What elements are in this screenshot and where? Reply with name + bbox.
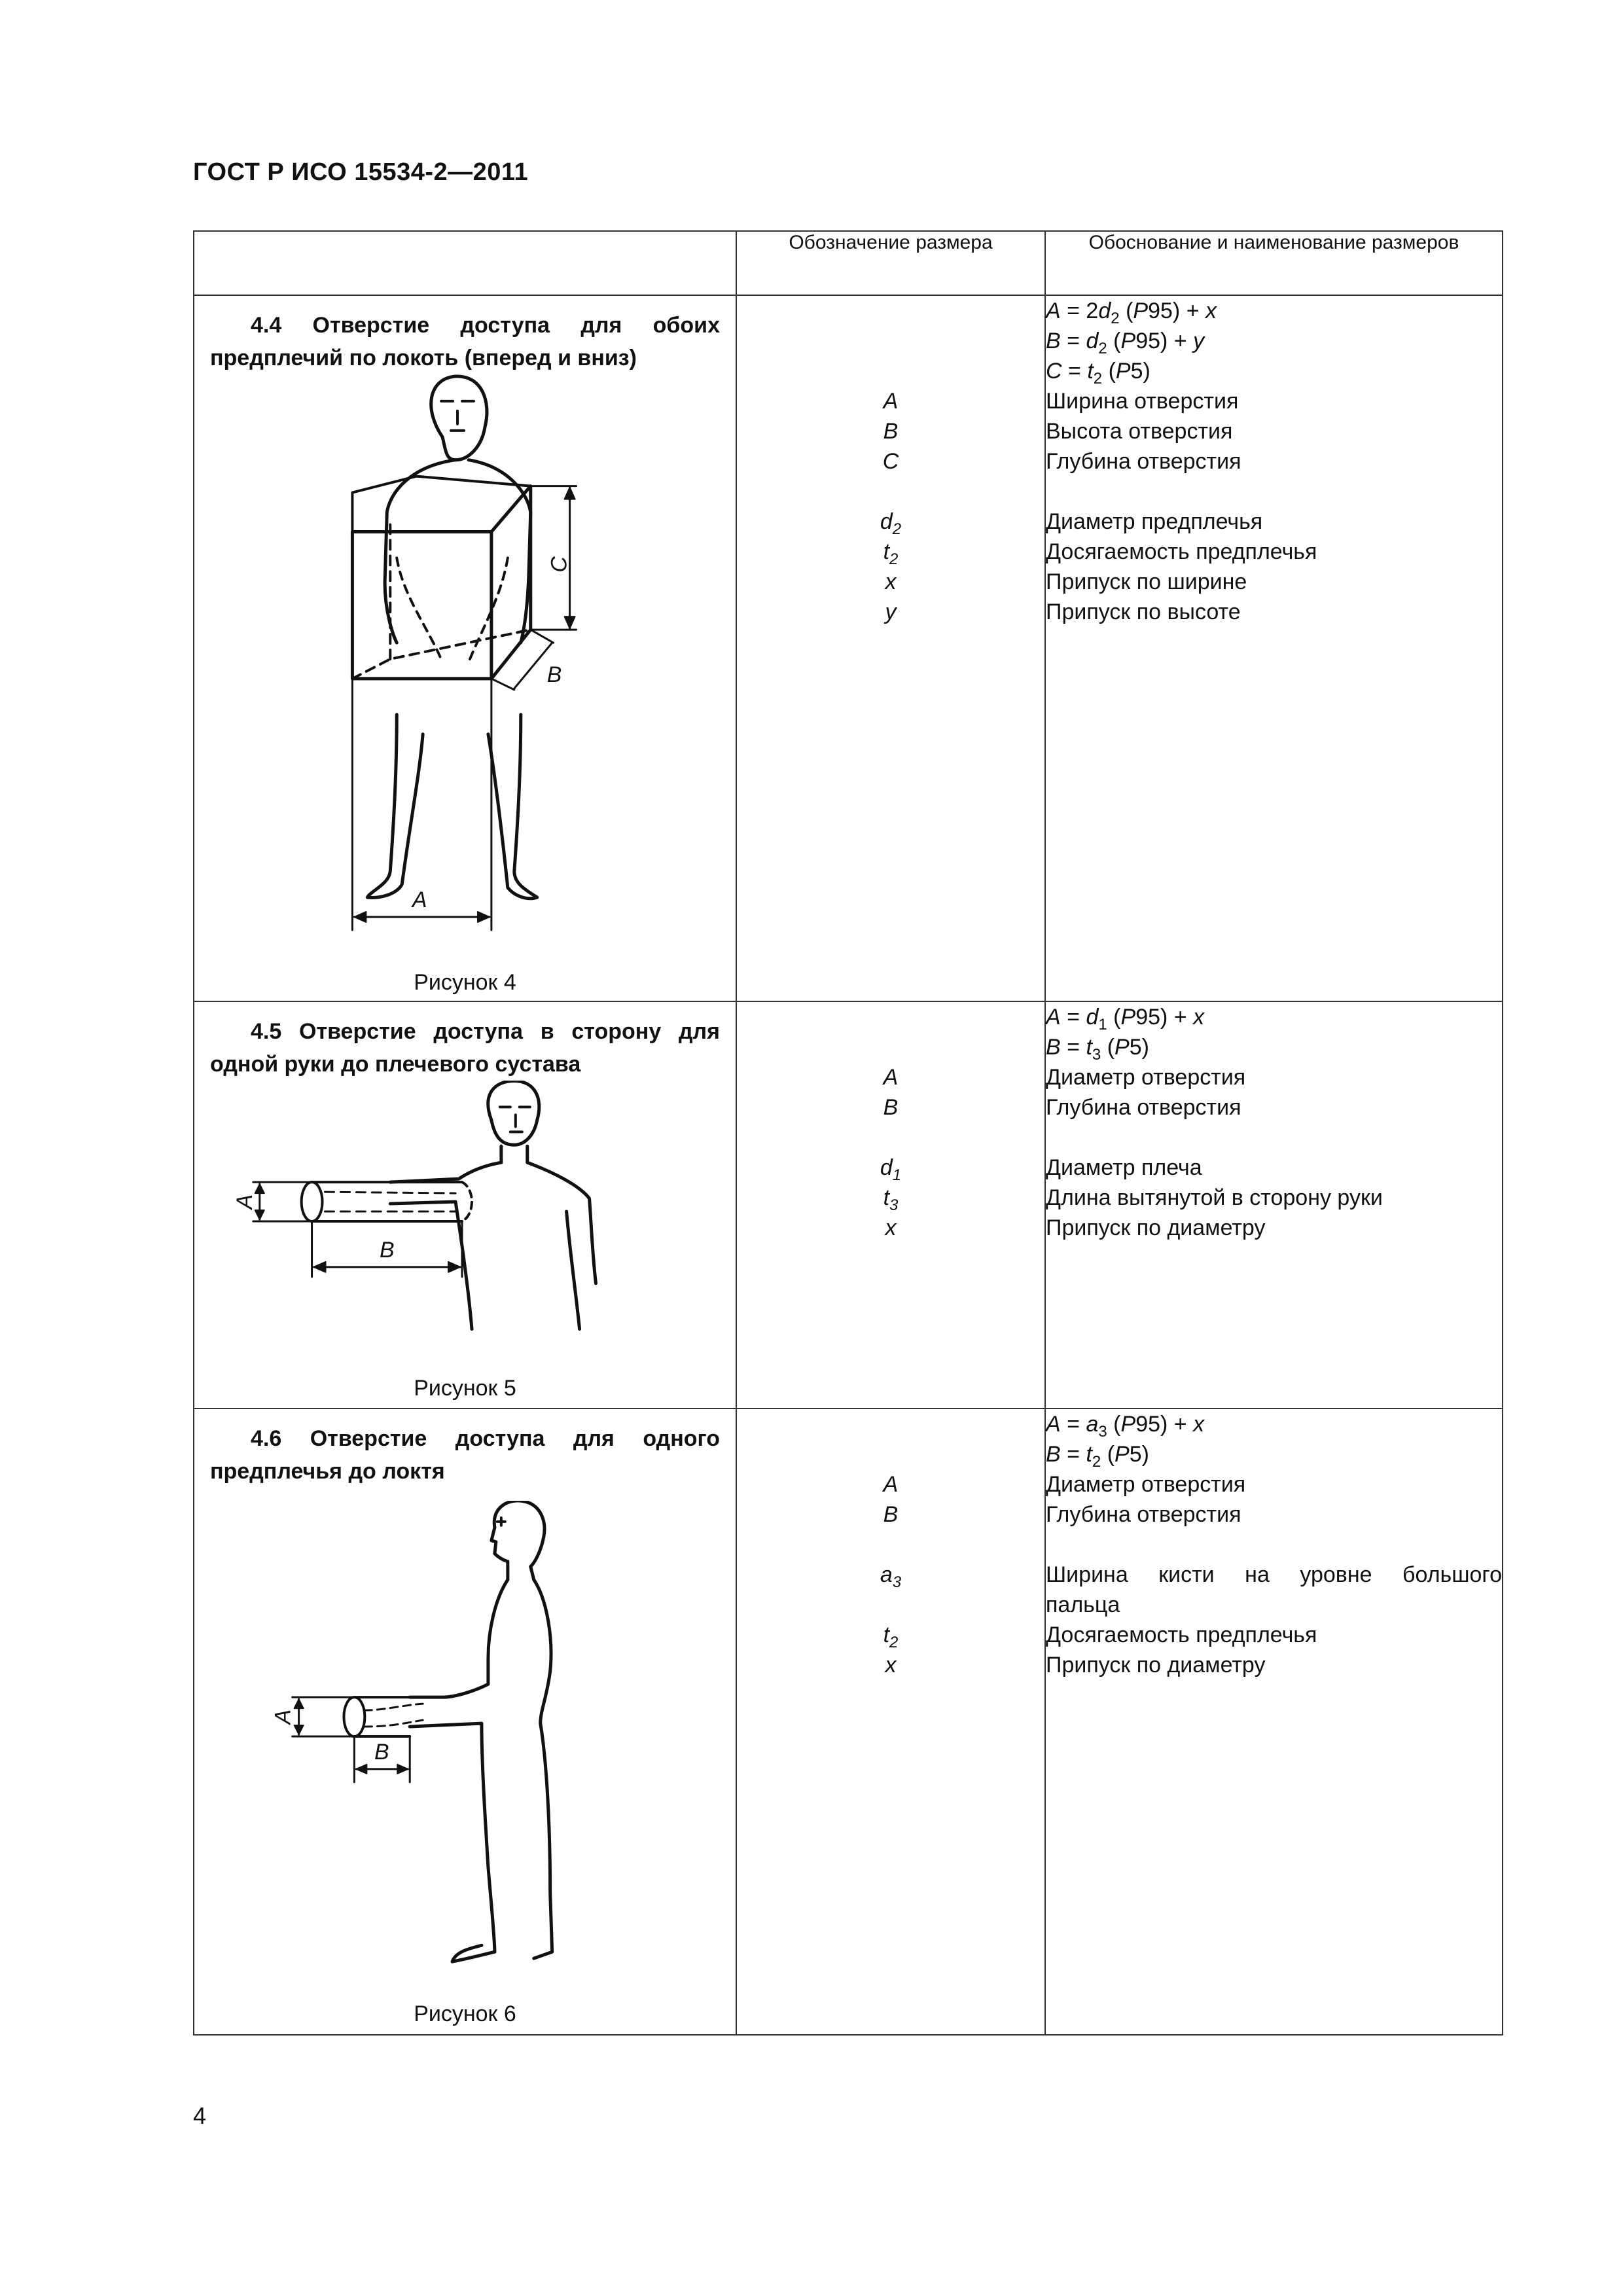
- figure-5-side-arm-illustration: [194, 1081, 736, 1362]
- symbol: A: [883, 1472, 899, 1497]
- symbol: $t_2$: [883, 539, 899, 568]
- symbol: $t_2$: [883, 1623, 899, 1651]
- table-row: [194, 295, 1503, 1001]
- column-header-symbol: Обозначение размера: [736, 231, 1045, 295]
- description: Длина вытянутой в сторону руки: [1046, 1185, 1383, 1210]
- section-title: 4.6 Отверстие доступа для одного предплечья до локтя: [210, 1426, 721, 1484]
- figure-cell: [194, 1408, 736, 2035]
- dimension-label-a: A: [270, 1709, 296, 1725]
- description: Припуск по диаметру: [1046, 1653, 1266, 1677]
- description: Глубина отверстия: [1046, 449, 1241, 474]
- description: Припуск по высоте: [1046, 600, 1241, 624]
- dimension-label-b: B: [374, 1739, 389, 1765]
- formula: $C = t_2$ (P5): [1046, 359, 1150, 387]
- description: пальца: [1046, 1592, 1120, 1617]
- symbol: $t_3$: [883, 1185, 899, 1214]
- dimensions-table: [193, 230, 1503, 2036]
- section-title: 4.5 Отверстие доступа в сторону для одной руки до плечевого сустава: [210, 1019, 720, 1077]
- description-cell: [1045, 1001, 1503, 1408]
- formula: $A = a_3$ (P95) + x: [1046, 1412, 1205, 1441]
- description: Глубина отверстия: [1046, 1502, 1241, 1527]
- description: Высота отверстия: [1046, 419, 1233, 444]
- symbol: x: [885, 569, 897, 594]
- dimension-label-a: A: [412, 888, 427, 913]
- dimension-label-c: C: [546, 556, 572, 573]
- table-row: [194, 1408, 1503, 2035]
- symbol-cell: [736, 295, 1045, 1001]
- description: Диаметр плеча: [1046, 1155, 1202, 1180]
- description: Диаметр предплечья: [1046, 509, 1263, 534]
- symbol: x: [885, 1653, 897, 1677]
- figure-caption: Рисунок 4: [414, 970, 516, 995]
- symbol: B: [883, 419, 899, 444]
- formula: $B = t_3$ (P5): [1046, 1035, 1149, 1064]
- description: Припуск по диаметру: [1046, 1215, 1266, 1240]
- symbol: y: [885, 600, 897, 624]
- figure-cell: [194, 295, 736, 1001]
- symbol: A: [883, 389, 899, 414]
- description: Глубина отверстия: [1046, 1095, 1241, 1120]
- figure-caption: Рисунок 6: [414, 2001, 516, 2026]
- symbol: B: [883, 1502, 899, 1527]
- description: Досягаемость предплечья: [1046, 1623, 1317, 1647]
- description: Припуск по ширине: [1046, 569, 1247, 594]
- table-header-row: [194, 231, 1503, 295]
- formula: $B = t_2$ (P5): [1046, 1442, 1149, 1471]
- description: Диаметр отверстия: [1046, 1472, 1246, 1497]
- symbol: $d_1$: [880, 1155, 902, 1184]
- formula: $A = 2d_2$ (P95) + x: [1046, 298, 1217, 327]
- symbol: C: [882, 449, 899, 474]
- formula: $B = d_2$ (P95) + y: [1046, 329, 1205, 357]
- symbol: A: [883, 1065, 899, 1090]
- symbol-cell: [736, 1001, 1045, 1408]
- section-title: 4.4 Отверстие доступа для обоих предплечий по локоть (вперед и вниз): [210, 313, 720, 370]
- figure-caption: Рисунок 5: [414, 1376, 516, 1401]
- formula: $A = d_1$ (P95) + x: [1046, 1005, 1205, 1033]
- description-cell: [1045, 1408, 1503, 2035]
- description-cell: [1045, 295, 1503, 1001]
- column-header-figure: [194, 231, 736, 295]
- symbol: B: [883, 1095, 899, 1120]
- dimension-label-b: B: [546, 662, 562, 687]
- column-header-description: Обоснование и наименование размеров: [1045, 231, 1503, 295]
- description: Диаметр отверстия: [1046, 1065, 1246, 1090]
- description: Ширина отверстия: [1046, 389, 1239, 414]
- document-header: ГОСТ Р ИСО 15534-2—2011: [193, 158, 529, 186]
- symbol: $a_3$: [880, 1562, 902, 1591]
- symbol: x: [885, 1215, 897, 1240]
- figure-6-single-forearm-illustration: [194, 1501, 736, 1985]
- figure-cell: [194, 1001, 736, 1408]
- figure-4-both-forearms-illustration: [194, 368, 736, 937]
- dimension-label-b: B: [379, 1237, 395, 1263]
- description: Ширина кисти на уровне большого: [1046, 1562, 1502, 1587]
- description: Досягаемость предплечья: [1046, 539, 1317, 564]
- table-row: [194, 1001, 1503, 1408]
- symbol: $d_2$: [880, 509, 902, 538]
- symbol-cell: [736, 1408, 1045, 2035]
- page-number: 4: [193, 2102, 207, 2129]
- dimension-label-a: A: [232, 1194, 257, 1210]
